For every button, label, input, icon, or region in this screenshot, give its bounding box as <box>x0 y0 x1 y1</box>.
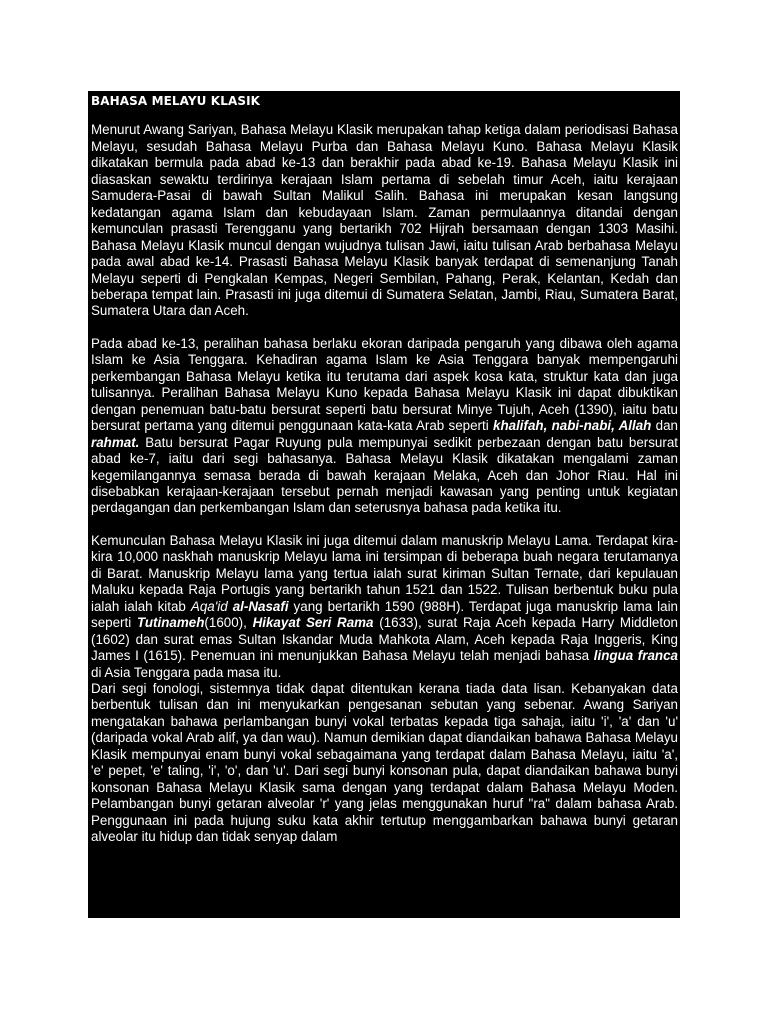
text-run: yang bertarikh 1590 (988H). Terdapat juga manuskrip lama lain seperti <box>91 598 678 631</box>
text-run: dan <box>651 418 678 434</box>
paragraph-3 <box>91 533 678 681</box>
text-run: (1600), <box>204 615 253 631</box>
emphasis-run: khalifah, nabi-nabi, Allah <box>493 418 652 434</box>
emphasis-run: rahmat. <box>91 434 140 450</box>
paragraph-4: Dari segi fonologi, sistemnya tidak dapat ditentukan kerana tiada data lisan. Kebanyakan data berbentuk tulisan dan ini menyukarkan pengesanan sebutan yang sebenar. Awang Sariyan mengatakan bahawa perlambangan bunyi vokal terbatas kepada tiga sahaja, iaitu 'i', 'a' dan 'u' (daripada vokal Arab alif, ya dan wau). Namun demikian dapat diandaikan bahawa Bahasa Melayu Klasik mempunyai enam bunyi vokal sebagaimana yang terdapat dalam Bahasa Melayu, iaitu 'a', 'e' pepet, 'e' taling, 'i', 'o', dan 'u'. Dari segi bunyi konsonan pula, dapat diandaikan bahawa bunyi konsonan Bahasa Melayu Klasik sama dengan yang terdapat dalam Bahasa Melayu Moden. Pelambangan bunyi getaran alveolar 'r' yang jelas menggunakan huruf "ra" dalam bahasa Arab. Penggunaan ini pada hujung suku kata akhir tertutup menggambarkan bahawa bunyi getaran alveolar itu hidup dan tidak senyap dalam <box>91 680 678 845</box>
paragraph-2 <box>91 336 678 517</box>
emphasis-run: al-Nasafi <box>232 598 289 614</box>
text-run: di Asia Tenggara pada masa itu. <box>91 664 282 680</box>
text-run: Kemunculan Bahasa Melayu Klasik ini juga ditemui dalam manuskrip Melayu Lama. Terdapat kira-kira 10,000 naskhah manuskrip Melayu lama ini tersimpan di beberapa buah negara terutamanya di Barat. Manuskrip Melayu lama yang tertua ialah surat kiriman Sultan Ternate, dari kepulauan Maluku kepada Raja Portugis yang bertarikh tahun 1521 dan 1522. Tulisan berbentuk buku pula ialah ialah kitab <box>91 532 678 614</box>
emphasis-run: Hikayat Seri Rama <box>252 615 374 631</box>
page-title: BAHASA MELAYU KLASIK <box>91 94 261 108</box>
emphasis-run: lingua franca <box>593 648 678 664</box>
text-run: (1633), surat Raja Aceh kepada Harry Middleton (1602) dan surat emas Sultan Iskandar Muda Mahkota Alam, Aceh kepada Raja Inggeris, King James I (1615). Penemuan ini menunjukkan Bahasa Melayu telah menjadi bahasa <box>91 615 678 664</box>
text-run: Batu bersurat Pagar Ruyung pula mempunyai sedikit perbezaan dengan batu bersurat abad ke-7, iaitu dari segi bahasanya. Bahasa Melayu Klasik dikatakan mengalami zaman kegemilangannya semasa berada di bawah kerajaan Melaka, Aceh dan Johor Riau. Hal ini disebabkan kerajaan-kerajaan tersebut pernah menjadi kawasan yang penting untuk kegiatan perdagangan dan perkembangan Islam dan seterusnya bahasa pada ketika itu. <box>91 434 678 516</box>
document-page <box>88 91 680 918</box>
paragraph-1: Menurut Awang Sariyan, Bahasa Melayu Klasik merupakan tahap ketiga dalam periodisasi Bahasa Melayu, sesudah Bahasa Melayu Purba dan Bahasa Melayu Kuno. Bahasa Melayu Klasik dikatakan bermula pada abad ke-13 dan berakhir pada abad ke-19. Bahasa Melayu Klasik ini diasaskan sewaktu terdirinya kerajaan Islam pertama di sebelah timur Aceh, iaitu kerajaan Samudera-Pasai di bawah Sultan Malikul Salih. Bahasa ini merupakan kesan langsung kedatangan agama Islam dan kebudayaan Islam. Zaman permulaannya ditandai dengan kemunculan prasasti Terengganu yang bertarikh 702 Hijrah bersamaan dengan 1303 Masihi. Bahasa Melayu Klasik muncul dengan wujudnya tulisan Jawi, iaitu tulisan Arab berbahasa Melayu pada awal abad ke-14. Prasasti Bahasa Melayu Klasik banyak terdapat di semenanjung Tanah Melayu seperti di Pengkalan Kempas, Negeri Sembilan, Pahang, Perak, Kelantan, Kedah dan beberapa tempat lain. Prasasti ini juga ditemui di Sumatera Selatan, Jambi, Riau, Sumatera Barat, Sumatera Utara dan Aceh. <box>91 122 678 319</box>
document-body <box>91 93 678 845</box>
text-run: Pada abad ke-13, peralihan bahasa berlaku ekoran daripada pengaruh yang dibawa oleh agama Islam ke Asia Tenggara. Kehadiran agama Islam ke Asia Tenggara banyak mempengaruhi perkembangan Bahasa Melayu ketika itu terutama dari aspek kosa kata, struktur kata dan juga tulisannya. Peralihan Bahasa Melayu Kuno kepada Bahasa Melayu Klasik ini dapat dibuktikan dengan penemuan batu-batu bersurat seperti batu bersurat Minye Tujuh, Aceh (1390), iaitu batu bersurat pertama yang ditemui penggunaan kata-kata Arab seperti <box>91 335 678 434</box>
emphasis-run: Tutinameh <box>136 615 205 631</box>
italic-run: Aqa'id <box>190 598 228 614</box>
